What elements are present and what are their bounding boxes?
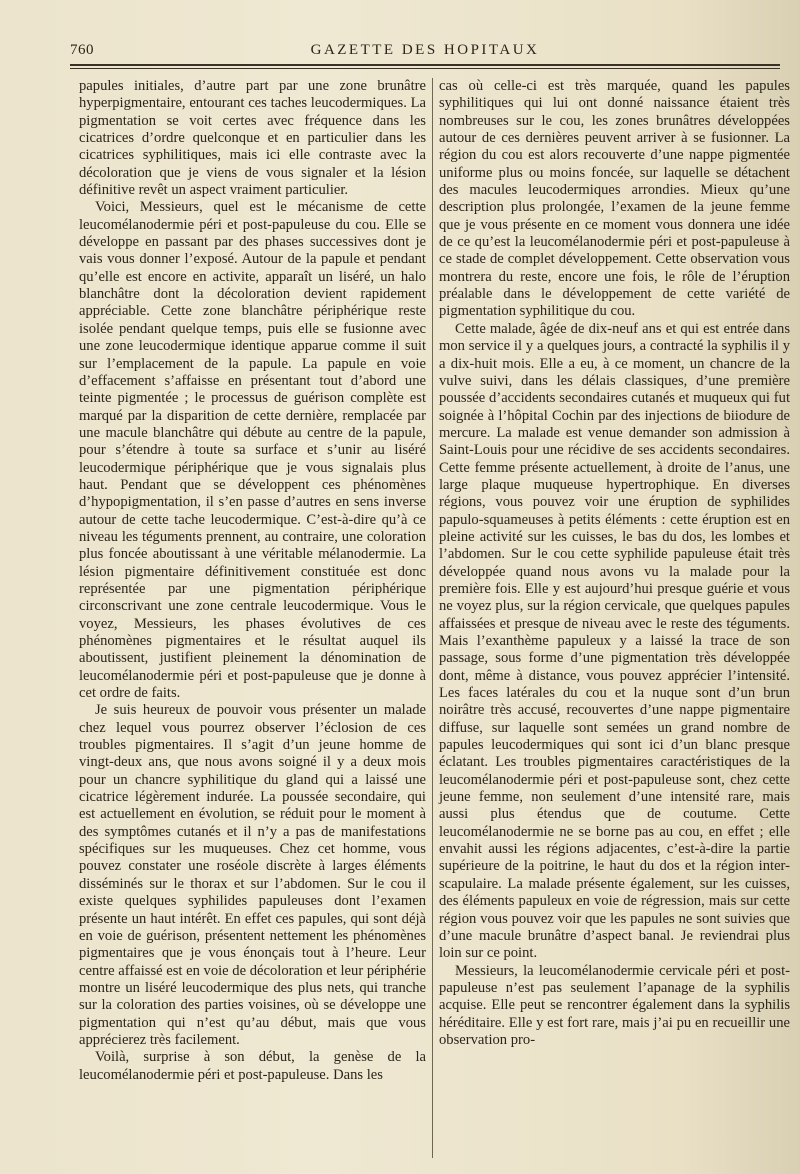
paragraph: Messieurs, la leucomélanodermie cervicale péri et post-papuleuse n’est pas seulement l’apanage de la syphilis acquise. Elle peut se rencontrer également dans la syphilis héréditaire. Elle y est fort rare, mais j’ai pu en recueillir une observation pro- [439,962,790,1048]
paragraph: cas où celle-ci est très marquée, quand les papules syphilitiques qui lui ont donné naissance étaient très nombreuses sur le cou, les zones brunâtres développées autour de ces dernières peuvent arriver à se fusionner. La région du cou est alors recouverte d’une nappe pigmentée uniforme plus ou moins foncée, sur laquelle se détachent des macules leucodermiques arrondies. Mieux qu’une description plus prolongée, l’examen de la jeune femme que je vous présente en ce moment vous donnera une idée de ce qu’est la leucomélanodermie péri et post-papuleuse à ce stade de complet développement. Cette observation vous montrera du reste, encore une fois, le rôle de l’éruption préalable dans le développement de cette variété de pigmentation syphilitique du cou. [439,78,790,320]
paragraph: Voilà, surprise à son début, la genèse de la leucomélanodermie péri et post-papuleuse. Dans les [79,1049,426,1083]
paragraph: Je suis heureux de pouvoir vous présenter un malade chez lequel vous pourrez observer l’éclosion de ces troubles pigmentaires. Il s’agit d’un jeune homme de vingt-deux ans, que nous avons soigné il y a deux mois pour un chancre syphilitique du gland qui a laissé une cicatrice légèrement indurée. La poussée secondaire, qui est actuellement en évolution, se réduit pour le moment à des symptômes cutanés et il n’y a pas de manifestations spécifiques sur les muqueuses. Chez cet homme, vous pouvez constater une roséole discrète à larges éléments disséminés sur le thorax et sur l’abdomen. Sur le cou il existe quelques syphilides papuleuses dont l’examen présente un haut intérêt. En effet ces papules, qui sont déjà en voie de guérison, présentent nettement les phénomènes pigmentaires que je vous énonçais tout à l’heure. Leur centre affaissé est en voie de décoloration et leur périphérie montre un liséré leucodermique des plus nets, qui tranche sur la coloration des parties voisines, où se développe une pigmentation qui n’est qu’au début, mais que vous apprécierez très facilement. [79,702,426,1048]
left-column [79,78,426,1084]
header-rule [70,64,780,66]
paragraph: Cette malade, âgée de dix-neuf ans et qui est entrée dans mon service il y a quelques jours, a contracté la syphilis il y a dix-huit mois. Elle a eu, à ce moment, un chancre de la vulve suivi, dans les délais classiques, d’une première poussée d’accidents secondaires cutanés et muqueux qui fut soignée à l’hôpital Cochin par des injections de biiodure de mercure. La malade est venue demander son admission à Saint-Louis pour une récidive de ses accidents secondaires. Cette femme présente actuellement, à droite de l’anus, une large plaque muqueuse hypertrophique. En diverses régions, vous pouvez voir une éruption de syphilides papulo-squameuses à petits éléments : cette éruption est en pleine activité sur les cuisses, le bas du dos, les lombes et l’abdomen. Sur le cou cette syphilide papuleuse était très développée quand nous avons vu la malade pour la première fois. Elle y est aujourd’hui presque guérie et vous ne voyez plus, sur la région cervicale, que quelques papules affaissées et presque de niveau avec le reste des téguments. Mais l’exanthème papuleux y a laissé la trace de son passage, sous forme d’une pigmentation très développée dont, même à distance, vous pouvez apprécier l’intensité. Les faces latérales du cou et la nuque sont d’un brun noirâtre très accusé, recouvertes d’une nappe pigmentaire diffuse, sur laquelle sont semées un grand nombre de papules leucodermiques qui sont ici d’un blanc presque éclatant. Les troubles pigmentaires caractéristiques de la leucomélanodermie péri et post-papuleuse sont, chez cette jeune femme, non seulement d’une intensité rare, mais aussi plus étendus que de coutume. Cette leucomélanodermie ne se borne pas au cou, en effet ; elle envahit aussi les régions adjacentes, c’est-à-dire la partie supérieure de la poitrine, le haut du dos et la région inter-scapulaire. La malade présente également, sur les cuisses, des éléments papuleux en voie de régression, mais sur cette région vous pouvez voir que les papules ne sont suivies que d’une macule brunâtre d’aspect banal. Je reviendrai plus loin sur ce point. [439,320,790,962]
journal-title: GAZETTE DES HOPITAUX [310,42,540,58]
page-number: 760 [70,42,94,58]
column-divider [432,78,433,1158]
header-rule-thin [70,68,780,69]
paragraph: Voici, Messieurs, quel est le mécanisme de cette leucomélanodermie péri et post-papuleuse du cou. Elle se développe en passant par des phases successives dont je vais vous donner l’exposé. Autour de la papule et pendant qu’elle est encore en activite, apparaît un liséré, un halo blanchâtre dont la décoloration devient rapidement appréciable. Cette zone blanchâtre périphérique reste isolée pendant quelque temps, puis elle se fusionne avec une zone leucodermique identique apparue comme il suit sur l’emplacement de la papule. La papule en voie d’effacement s’affaisse en présentant tout d’abord une teinte pigmentée ; le processus de guérison complète est marqué par la disparition de cette dernière, remplacée par une macule blanchâtre qui débute au centre de la papule, pour s’étendre à toute sa surface et s’unir au liséré leucodermique périphérique que je vous signalais plus haut. Pendant que se développent ces phénomènes d’hypopigmentation, il s’en passe d’autres en sens inverse autour de cette tache leucodermique. C’est-à-dire qu’à ce niveau les téguments prennent, au contraire, une coloration plus foncée aboutissant à une véritable mélanodermie. La lésion pigmentaire définitivement constituée est donc représentée par une pigmentation périphérique circonscrivant une zone centrale leucodermique. Vous le voyez, Messieurs, les phases évolutives de ces phénomènes pigmentaires et le résultat auquel ils aboutissent, justifient pleinement la dénomination de leucomélanodermie péri et post-papuleuse que je donne à cet ordre de faits. [79,199,426,702]
page-header [70,42,780,66]
right-column [439,78,790,1049]
paragraph: papules initiales, d’autre part par une zone brunâtre hyperpigmentaire, entourant ces taches leucodermiques. La pigmentation se voit certes avec fréquence dans les cicatrices d’ordre quelconque et en particulier dans les cicatrices syphilitiques, mais ici elle contraste avec la décoloration que je viens de vous signaler et la lésion définitive revêt un aspect vraiment particulier. [79,78,426,199]
